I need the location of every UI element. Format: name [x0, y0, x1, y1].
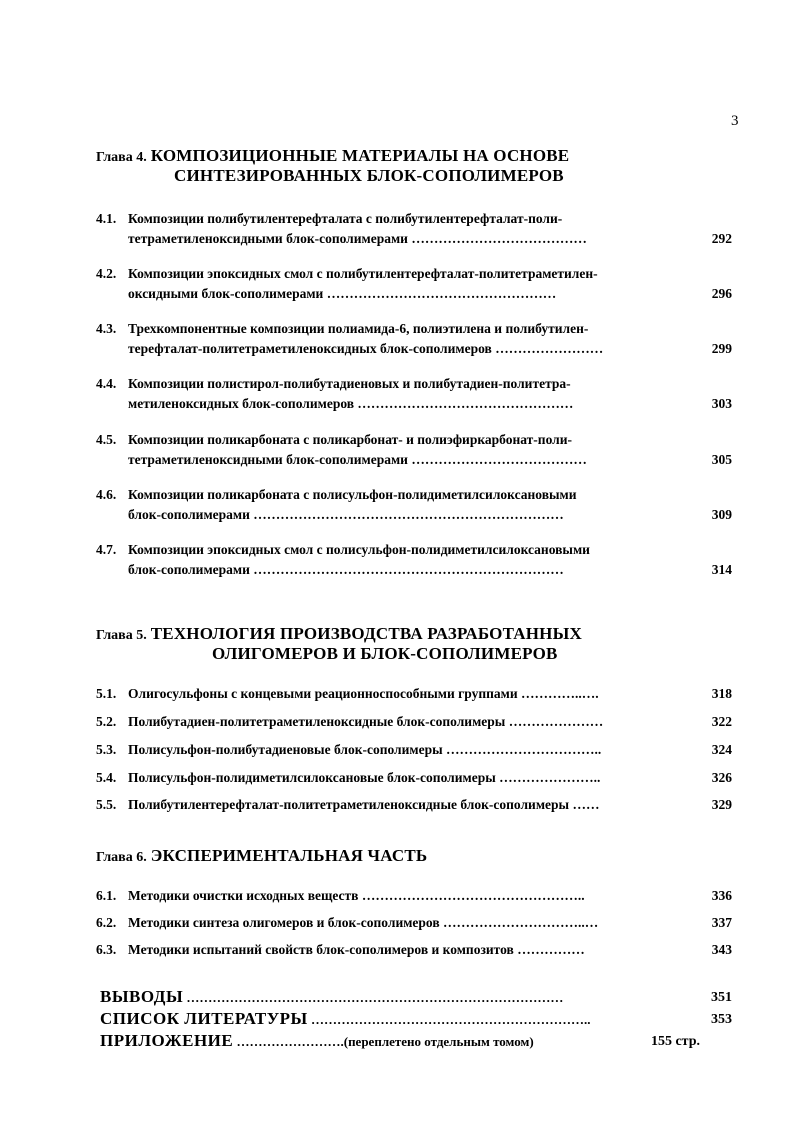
entry-page: 324 — [711, 742, 732, 757]
leader-dots: ………………………………… — [411, 452, 587, 467]
entry-title-cont: тетраметиленоксидными блок-сополимерами — [128, 452, 412, 467]
toc-entry-6-2[interactable] — [96, 915, 736, 935]
entry-number: 5.5. — [96, 797, 117, 812]
leader-dots: …………… — [517, 942, 585, 957]
toc-entry-conclusions[interactable] — [100, 987, 736, 1009]
leader-dots: ……………………………………………………….. — [307, 1012, 591, 1027]
toc-entry-5-3[interactable] — [96, 742, 736, 762]
entry-page: 303 — [711, 396, 732, 411]
entry-number: 4.5. — [96, 432, 117, 447]
entry-title-cont: оксидными блок-сополимерами — [128, 286, 327, 301]
entry-number: 4.3. — [96, 321, 117, 336]
toc-entry-6-1[interactable] — [96, 888, 736, 908]
entry-page: 353 — [711, 1012, 732, 1027]
leader-dots: ………………………………………….. — [361, 888, 585, 903]
leader-dots: ………………… — [508, 714, 604, 729]
leader-dots: ……………………. — [233, 1034, 344, 1049]
entry-page: 351 — [711, 990, 732, 1005]
toc-entry-4-4[interactable] — [96, 376, 736, 416]
entry-title: Полибутилентерефталат-политетраметиленоксидные блок-сополимеры — [128, 797, 573, 812]
entry-title-cont: терефталат-политетраметиленоксидных блок-сополимеров — [128, 341, 496, 356]
leader-dots: ………………………………………… — [357, 396, 574, 411]
toc-entry-4-5[interactable] — [96, 432, 736, 472]
entry-title: Композиции эпоксидных смол с полисульфон-полидиметилсилоксановыми — [128, 542, 590, 557]
entry-number: 4.4. — [96, 376, 117, 391]
chapter-title-line2: СИНТЕЗИРОВАННЫХ БЛОК-СОПОЛИМЕРОВ — [174, 166, 564, 185]
chapter-4-heading — [96, 146, 736, 186]
entry-page: 336 — [711, 888, 732, 903]
entry-page: 292 — [711, 231, 732, 246]
summary-label: ВЫВОДЫ — [100, 987, 184, 1006]
entry-title-cont: блок-сополимерами — [128, 562, 254, 577]
entry-number: 5.1. — [96, 686, 117, 701]
entry-title: Олигосульфоны с концевыми реационноспособными группами — [128, 686, 521, 701]
chapter-prefix: Глава 5. — [96, 628, 147, 643]
leader-dots: …………………………………………………………… — [253, 562, 564, 577]
entry-title: Композиции полистирол-полибутадиеновых и полибутадиен-политетра- — [128, 376, 571, 391]
toc-entry-6-3[interactable] — [96, 942, 736, 962]
leader-dots: …………………………………………………………………………… — [183, 990, 564, 1005]
entry-number: 4.6. — [96, 487, 117, 502]
entry-page: 155 стр. — [650, 1034, 700, 1049]
entry-page: 314 — [711, 562, 732, 577]
toc-entry-4-6[interactable] — [96, 487, 736, 527]
entry-page: 299 — [711, 341, 732, 356]
entry-number: 6.3. — [96, 942, 117, 957]
entry-page: 337 — [711, 915, 732, 930]
entry-title: Полисульфон-полидиметилсилоксановые блок-сополимеры — [128, 770, 500, 785]
leader-dots: ………………………………… — [411, 231, 587, 246]
leader-dots: …………………………………………………………… — [253, 507, 564, 522]
leader-dots: …………………… — [495, 341, 604, 356]
leader-dots: …………………………………………… — [326, 286, 557, 301]
entry-page: 318 — [711, 686, 732, 701]
chapter-prefix: Глава 6. — [96, 850, 147, 865]
chapter-6-heading — [96, 846, 736, 866]
entry-number: 6.1. — [96, 888, 117, 903]
entry-page: 309 — [711, 507, 732, 522]
chapter-title-line1: КОМПОЗИЦИОННЫЕ МАТЕРИАЛЫ НА ОСНОВЕ — [150, 146, 570, 165]
toc-entry-4-2[interactable] — [96, 266, 736, 306]
entry-page: 329 — [711, 797, 732, 812]
toc-entry-appendix[interactable] — [100, 1031, 736, 1053]
leader-dots: …………………………..… — [443, 915, 599, 930]
entry-number: 6.2. — [96, 915, 117, 930]
entry-title-cont: тетраметиленоксидными блок-сополимерами — [128, 231, 412, 246]
entry-page: 305 — [711, 452, 732, 467]
summary-label: СПИСОК ЛИТЕРАТУРЫ — [100, 1009, 308, 1028]
toc-entry-5-5[interactable] — [96, 797, 736, 817]
entry-title: Методики испытаний свойств блок-сополимеров и композитов — [128, 942, 518, 957]
entry-number: 4.2. — [96, 266, 117, 281]
toc-entry-4-3[interactable] — [96, 321, 736, 361]
leader-dots: …………..…. — [520, 686, 599, 701]
toc-entry-5-2[interactable] — [96, 714, 736, 734]
entry-title: Методики очистки исходных веществ — [128, 888, 362, 903]
toc-entry-references[interactable] — [100, 1009, 736, 1031]
entry-title: Композиции полибутилентерефталата с полибутилентерефталат-поли- — [128, 211, 563, 226]
entry-title: Полисульфон-полибутадиеновые блок-сополимеры — [128, 742, 447, 757]
chapter-title-line2: ОЛИГОМЕРОВ И БЛОК-СОПОЛИМЕРОВ — [212, 644, 558, 663]
entry-title: Трехкомпонентные композиции полиамида-6, полиэтилена и полибутилен- — [128, 321, 589, 336]
appendix-note: (переплетено отдельным томом) — [343, 1034, 534, 1049]
chapter-5-heading — [96, 624, 736, 664]
chapter-title-line1: ЭКСПЕРИМЕНТАЛЬНАЯ ЧАСТЬ — [150, 846, 428, 865]
chapter-prefix: Глава 4. — [96, 150, 147, 165]
leader-dots: …… — [572, 797, 600, 812]
entry-title: Композиции поликарбоната с поликарбонат- и полиэфиркарбонат-поли- — [128, 432, 573, 447]
toc-summary — [100, 987, 736, 1053]
entry-title: Композиции эпоксидных смол с полибутилентерефталат-политетраметилен- — [128, 266, 598, 281]
leader-dots: …………………………….. — [446, 742, 602, 757]
entry-title: Методики синтеза олигомеров и блок-сополимеров — [128, 915, 444, 930]
entry-number: 5.4. — [96, 770, 117, 785]
entry-number: 4.7. — [96, 542, 117, 557]
entry-number: 4.1. — [96, 211, 117, 226]
entry-title-cont: метиленоксидных блок-сополимеров — [128, 396, 358, 411]
leader-dots: ………………….. — [499, 770, 601, 785]
toc-entry-4-7[interactable] — [96, 542, 736, 582]
entry-number: 5.2. — [96, 714, 117, 729]
entry-number: 5.3. — [96, 742, 117, 757]
chapter-title-line1: ТЕХНОЛОГИЯ ПРОИЗВОДСТВА РАЗРАБОТАННЫХ — [150, 624, 582, 643]
toc-entry-4-1[interactable] — [96, 211, 736, 251]
page-number: 3 — [731, 113, 739, 129]
entry-page: 326 — [711, 770, 732, 785]
toc-entry-5-1[interactable] — [96, 686, 736, 706]
entry-title: Композиции поликарбоната с полисульфон-полидиметилсилоксановыми — [128, 487, 577, 502]
entry-page: 343 — [711, 942, 732, 957]
toc-entry-5-4[interactable] — [96, 770, 736, 790]
entry-page: 322 — [711, 714, 732, 729]
entry-title-cont: блок-сополимерами — [128, 507, 254, 522]
entry-title: Полибутадиен-политетраметиленоксидные блок-сополимеры — [128, 714, 509, 729]
entry-page: 296 — [711, 286, 732, 301]
summary-label: ПРИЛОЖЕНИЕ — [100, 1031, 234, 1050]
